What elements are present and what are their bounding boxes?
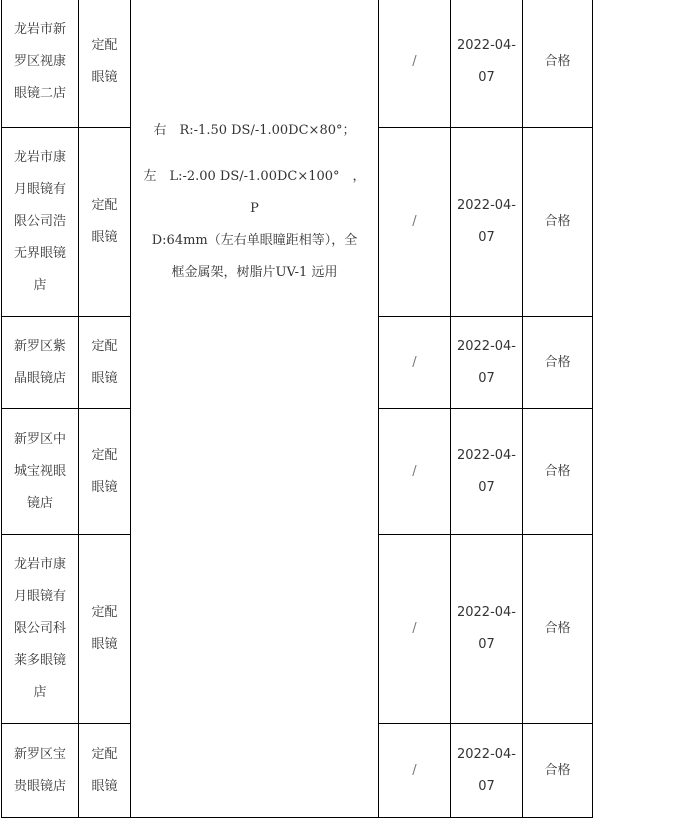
result-cell: 合格: [523, 535, 593, 724]
table-row: [2, 0, 593, 128]
product-type-cell: 定配 眼镜: [79, 535, 131, 724]
product-type-cell: 定配 眼镜: [79, 317, 131, 409]
trademark-cell: /: [379, 535, 451, 724]
result-cell: 合格: [523, 128, 593, 317]
result-cell: 合格: [523, 0, 593, 128]
trademark-cell: /: [379, 409, 451, 535]
product-type-cell: 定配 眼镜: [79, 724, 131, 818]
date-cell: 2022-04- 07: [451, 317, 523, 409]
product-type-cell: 定配 眼镜: [79, 409, 131, 535]
date-cell: 2022-04- 07: [451, 535, 523, 724]
store-name-cell: 新罗区紫 晶眼镜店: [2, 317, 79, 409]
result-cell: 合格: [523, 409, 593, 535]
result-cell: 合格: [523, 317, 593, 409]
store-name-cell: 龙岩市新 罗区视康 眼镜二店: [2, 0, 79, 128]
date-cell: 2022-04- 07: [451, 409, 523, 535]
store-name-cell: 龙岩市康 月眼镜有 限公司科 莱多眼镜 店: [2, 535, 79, 724]
inspection-table: [1, 0, 593, 818]
spec-cell: [131, 0, 379, 818]
trademark-cell: /: [379, 317, 451, 409]
trademark-cell: /: [379, 128, 451, 317]
store-name-cell: 新罗区中 城宝视眼 镜店: [2, 409, 79, 535]
store-name-cell: 龙岩市康 月眼镜有 限公司浩 无界眼镜 店: [2, 128, 79, 317]
trademark-cell: /: [379, 0, 451, 128]
spec-line: 右 R:-1.50 DS/-1.00DC×80°；: [153, 123, 356, 138]
spec-line: 框金属架，树脂片UV-1 远用: [171, 265, 338, 280]
spec-line: D:64mm（左右单眼瞳距相等），全: [151, 233, 358, 248]
spec-line: 左 L:-2.00 DS/-1.00DC×100° ，P: [143, 169, 366, 216]
store-name-cell: 新罗区宝 贵眼镜店: [2, 724, 79, 818]
product-type-cell: 定配 眼镜: [79, 128, 131, 317]
date-cell: 2022-04- 07: [451, 724, 523, 818]
date-cell: 2022-04- 07: [451, 128, 523, 317]
product-type-cell: 定配 眼镜: [79, 0, 131, 128]
date-cell: 2022-04- 07: [451, 0, 523, 128]
result-cell: 合格: [523, 724, 593, 818]
trademark-cell: /: [379, 724, 451, 818]
